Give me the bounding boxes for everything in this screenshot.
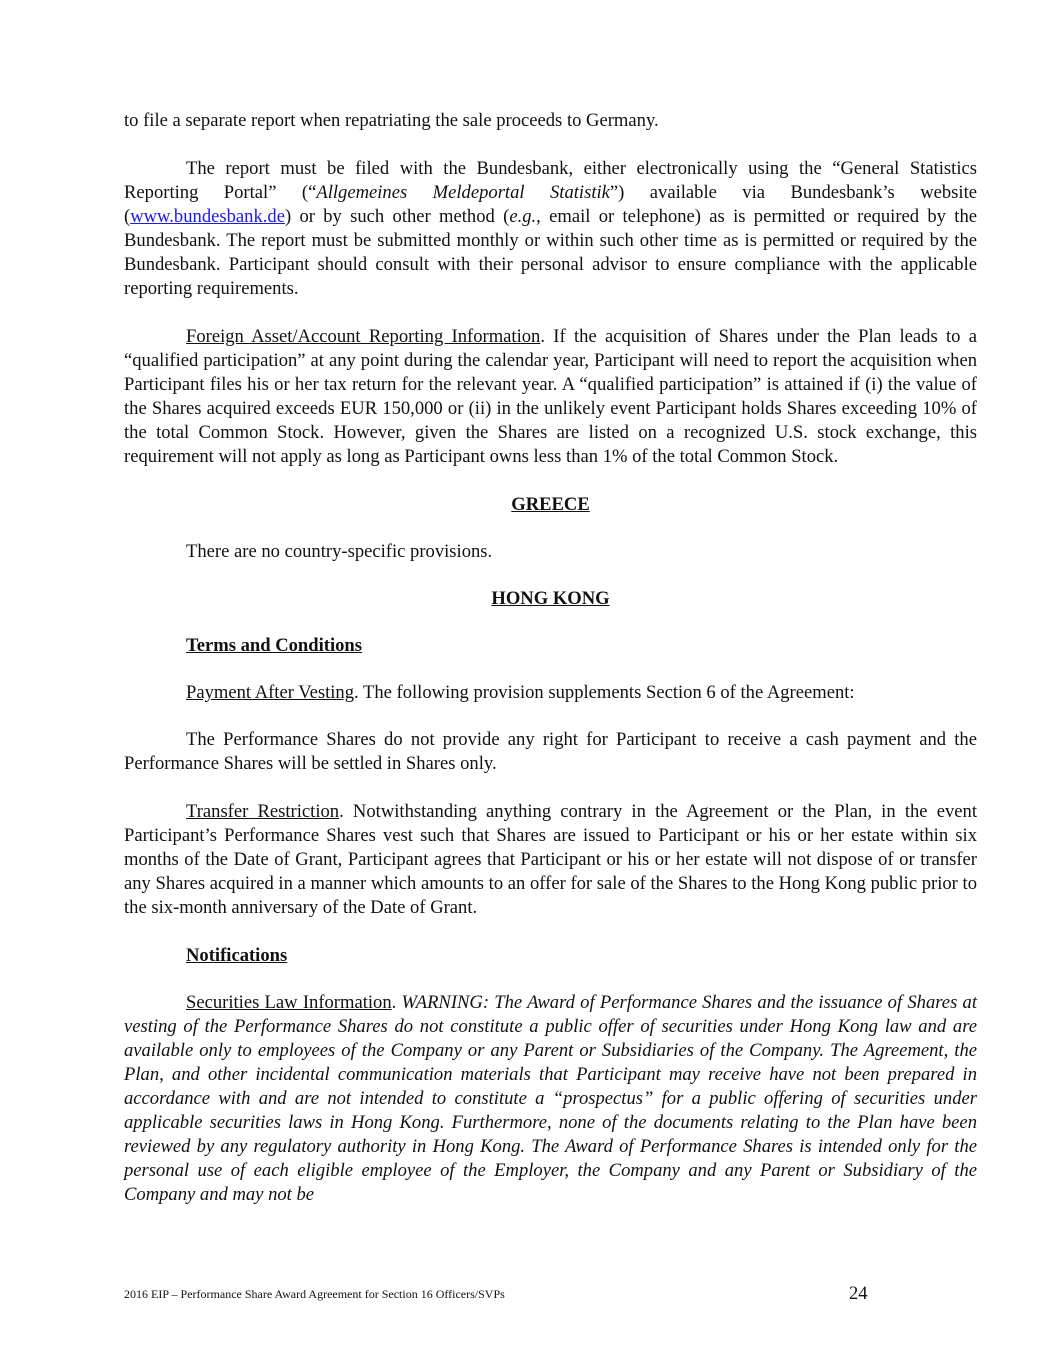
transfer-restriction-text: . Notwithstanding anything contrary in the Agreement or the Plan, in the event Participant’s Performance Shares vest such that Shares are issued to Participant or his or her estate within six months of the Date of Grant, Participant agrees that Participant or his or her estate will not dispose of or transfer any Shares acquired in a manner which amounts to an offer for sale of the Shares to the Hong Kong public prior to the six-month anniversary of the Date of Grant.	[124, 801, 977, 918]
bundesbank-report-paragraph	[124, 157, 977, 301]
payment-after-vesting-text: . The following provision supplements Section 6 of the Agreement:	[354, 682, 855, 703]
eg-italic: e.g.	[509, 206, 537, 227]
payment-after-vesting-heading: Payment After Vesting	[186, 682, 355, 703]
securities-law-paragraph	[124, 991, 977, 1207]
continuation-paragraph: to file a separate report when repatriating the sale proceeds to Germany.	[124, 110, 659, 131]
report-text-3: ) or by such other method (	[284, 206, 510, 227]
foreign-asset-text: . If the acquisition of Shares under the Plan leads to a “qualified participation” at any point during the calendar year, Participant will need to report the acquisition when Participant files his or her tax return for the relevant year. A “qualified participation” is attained if (i) the value of the Shares acquired exceeds EUR 150,000 or (ii) in the unlikely event Participant holds Shares exceeding 10% of the total Common Stock. However, given the Shares are listed on a recognized U.S. stock exchange, this requirement will not apply as long as Participant owns less than 1% of the total Common Stock.	[124, 326, 978, 467]
bundesbank-website-link[interactable]: www.bundesbank.de	[130, 206, 285, 227]
payment-after-vesting-paragraph	[124, 681, 977, 705]
report-text-1: The report must be filed with the Bundesbank, either electronically using the “General Statistics Reporting Portal” (“	[124, 158, 977, 203]
foreign-asset-heading: Foreign Asset/Account Reporting Information	[186, 326, 541, 347]
document-body	[124, 109, 977, 1231]
footer-document-title: 2016 EIP – Performance Share Award Agreement for Section 16 Officers/SVPs	[124, 1287, 505, 1301]
transfer-restriction-heading: Transfer Restriction	[186, 801, 340, 822]
securities-law-warning-text: WARNING: The Award of Performance Shares and the issuance of Shares at vesting of the Performance Shares do not constitute a public offer of securities under Hong Kong law and are available only to employees of the Company or any Parent or Subsidiaries of the Company. The Agreement, the Plan, and other incidental communication materials that Participant may receive have not been prepared in accordance with and are not intended to constitute a “prospectus” for a public offering of securities under applicable securities laws in Hong Kong. Furthermore, none of the documents relating to the Plan have been reviewed by any regulatory authority in Hong Kong. The Award of Performance Shares is intended only for the personal use of each eligible employee of the Employer, the Company and any Parent or Subsidiary of the Company and may not be	[124, 992, 977, 1205]
terms-and-conditions-heading: Terms and Conditions	[186, 635, 363, 656]
hong-kong-heading: HONG KONG	[491, 588, 610, 609]
securities-law-separator: .	[391, 992, 402, 1013]
report-text-2: ”) available via Bundesbank’s website (	[124, 182, 978, 227]
greece-heading: GREECE	[511, 494, 590, 515]
securities-law-heading: Securities Law Information	[186, 992, 392, 1013]
performance-shares-paragraph: The Performance Shares do not provide any right for Participant to receive a cash payment and the Performance Shares will be settled in Shares only.	[124, 729, 977, 774]
page-number: 24	[849, 1283, 868, 1304]
report-text-4: , email or telephone) as is permitted or required by the Bundesbank. The report must be submitted monthly or within such other time as is permitted or required by the Bundesbank. Participant should consult with their personal advisor to ensure compliance with the applicable reporting requirements.	[124, 206, 978, 299]
greece-paragraph: There are no country-specific provisions.	[186, 541, 493, 562]
foreign-asset-paragraph	[124, 325, 977, 469]
notifications-heading: Notifications	[186, 945, 288, 966]
transfer-restriction-paragraph	[124, 800, 977, 920]
portal-name-italic: Allgemeines Meldeportal Statistik	[316, 182, 610, 203]
